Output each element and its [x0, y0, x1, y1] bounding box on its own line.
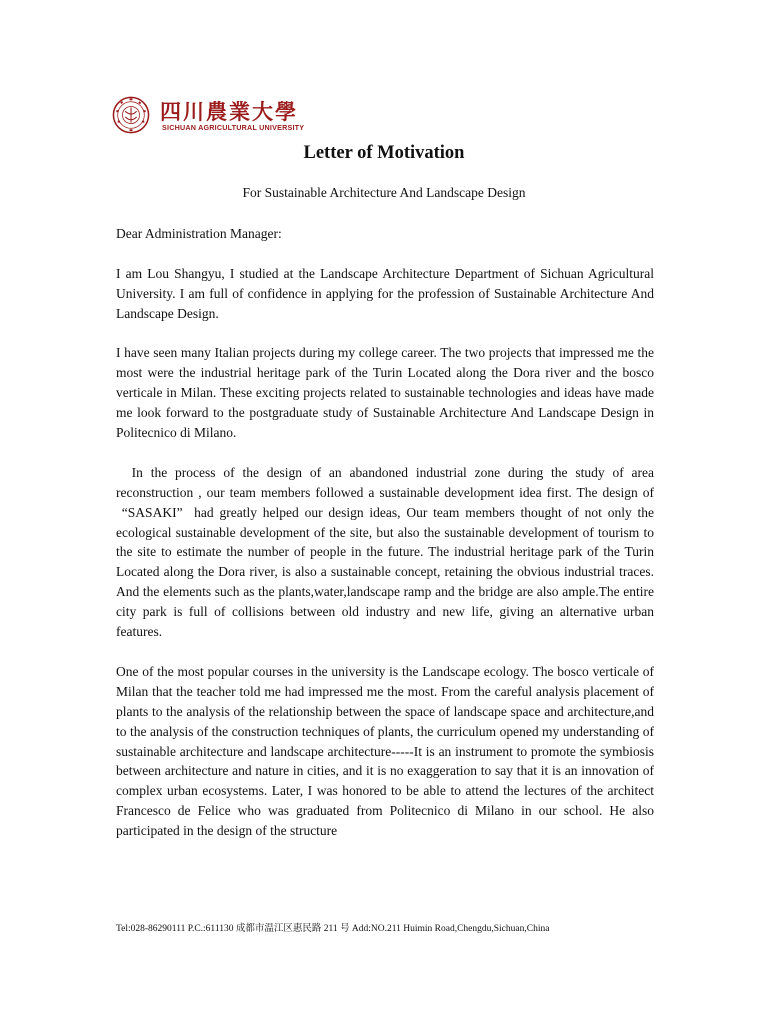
- letterhead: [112, 94, 322, 138]
- greeting: Dear Administration Manager:: [116, 226, 282, 241]
- letter-subtitle: For Sustainable Architecture And Landscape Design: [242, 185, 526, 200]
- university-name-cn: 四川農業大學: [160, 99, 298, 124]
- paragraph-projects: I have seen many Italian projects during my college career. The two projects that impressed me the most were the industrial heritage park of the Turin Located along the Dora river and the bosco verticale in Milan. These exciting projects related to sustainable technologies and ideas have made me look forward to the postgraduate study of Sustainable Architecture And Landscape Design in Politecnico di Milano.: [116, 345, 654, 441]
- paragraph-design-process: In the process of the design of an abandoned industrial zone during the study of area reconstruction , our team members followed a sustainable development idea first. The design of “SASAKI” had greatly helped our design ideas, Our team members thought of not only the ecological sustainable development of the site, but also the sustainable development of tourism to the site to estimate the number of people in the future. The industrial heritage park of the Turin Located along the Dora river, is also a sustainable concept, retaining the obvious industrial traces. And the elements such as the plants,water,landscape ramp and the bridge are also ample.The entire city park is full of collisions between old industry and new life, giving an alternative urban features.: [116, 464, 654, 640]
- letter-title: Letter of Motivation: [303, 143, 465, 163]
- paragraph-courses: One of the most popular courses in the university is the Landscape ecology. The bosco verticale of Milan that the teacher told me had impressed me the most. From the careful analysis placement of plants to the analysis of the relationship between the space of landscape space and architecture,and to the analysis of the construction techniques of plants, the curriculum opened my understanding of sustainable architecture and landscape architecture-----It is an instrument to promote the symbiosis between architecture and nature in cities, and it is no exaggeration to say that it is an innovation of complex urban ecosystems. Later, I was honored to be able to attend the lectures of the architect Francesco de Felice who was graduated from Politecnico di Milano in our school. He also participated in the design of the structure: [116, 663, 654, 839]
- university-name-en: SICHUAN AGRICULTURAL UNIVERSITY: [162, 123, 305, 132]
- university-seal-icon: [112, 96, 150, 134]
- footer-contact: Tel:028-86290111 P.C.:611130 成都市温江区惠民路 211 号 Add:NO.211 Huimin Road,Chengdu,Sichuan,China: [116, 924, 550, 934]
- letter-body: [116, 224, 654, 861]
- paragraph-intro: I am Lou Shangyu, I studied at the Landscape Architecture Department of Sichuan Agricultural University. I am full of confidence in applying for the profession of Sustainable Architecture And Landscape Design.: [116, 265, 654, 321]
